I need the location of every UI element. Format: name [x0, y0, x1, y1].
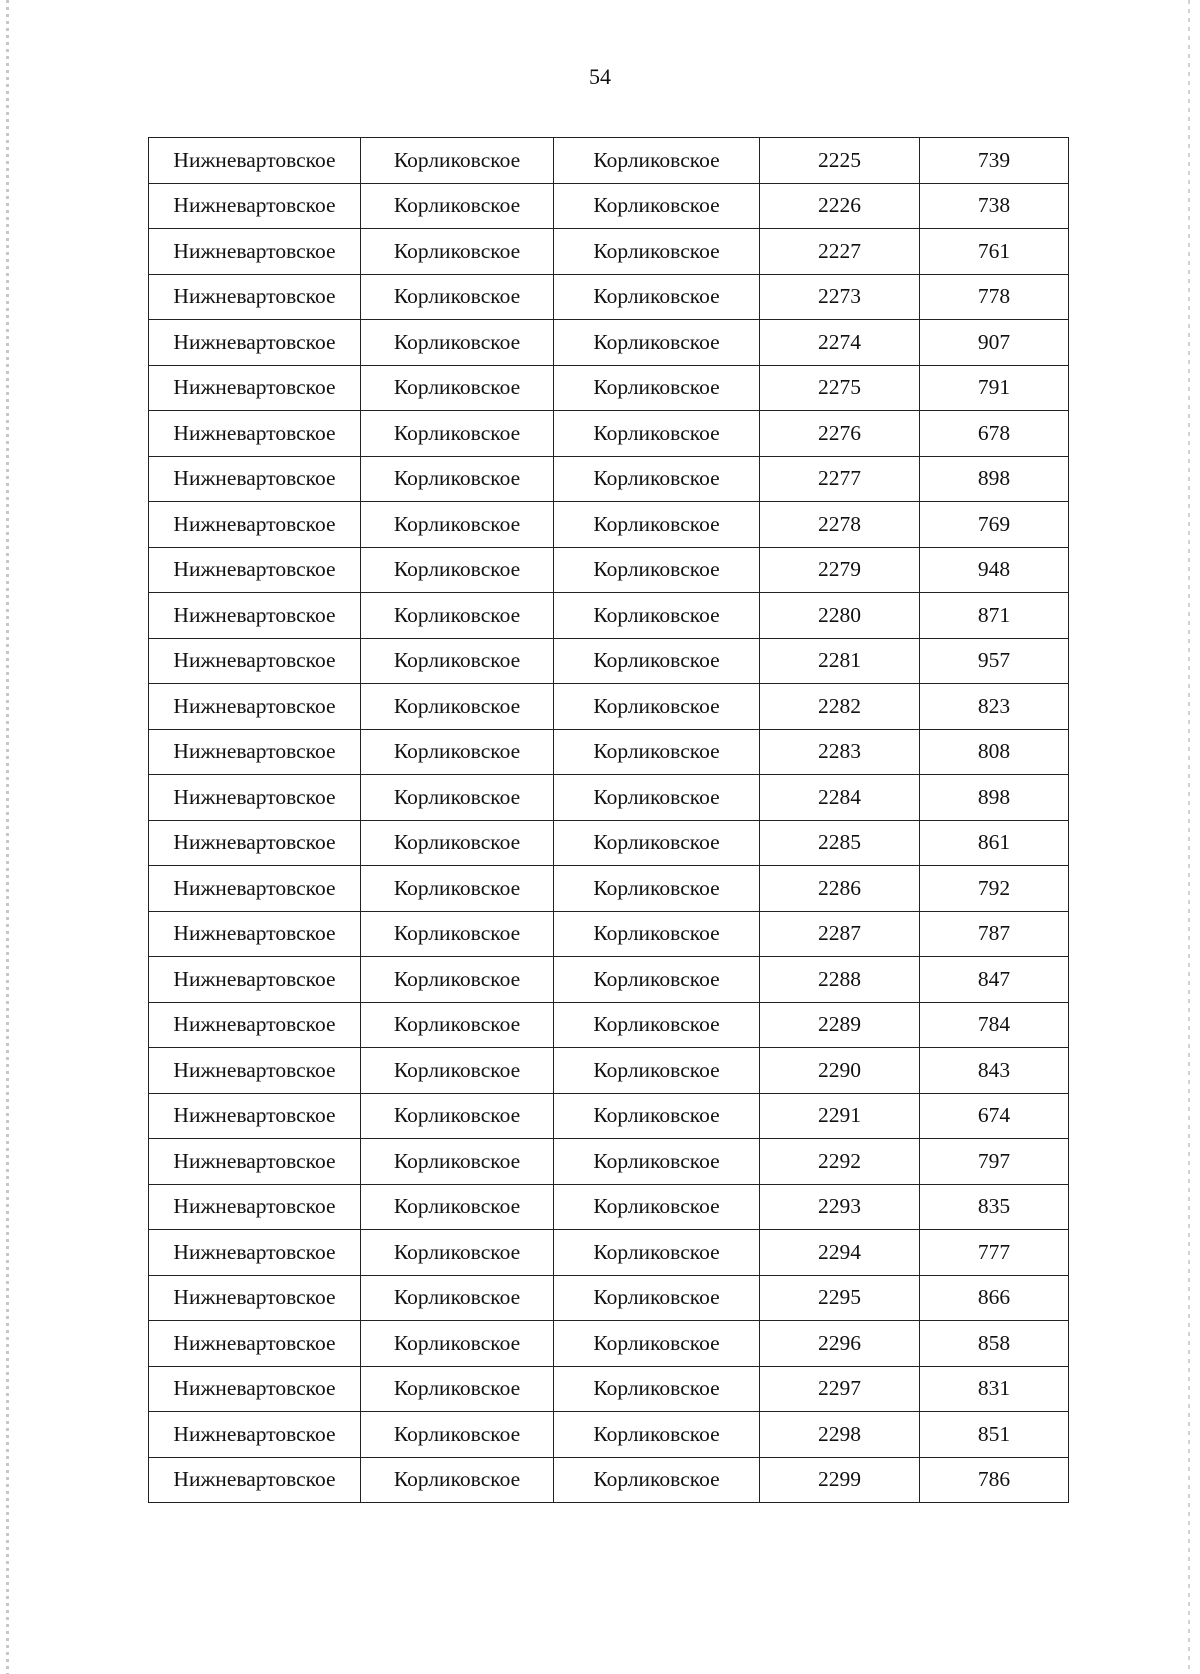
well-number-cell: 2282 — [760, 684, 920, 730]
district-cell: Нижневартовское — [149, 866, 361, 912]
district-cell: Нижневартовское — [149, 547, 361, 593]
well-number-cell: 2279 — [760, 547, 920, 593]
field-cell: Корликовское — [554, 547, 760, 593]
well-number-cell: 2292 — [760, 1139, 920, 1185]
field-cell: Корликовское — [554, 1457, 760, 1503]
deposit-cell: Корликовское — [361, 729, 554, 775]
data-table — [148, 137, 1069, 1503]
deposit-cell: Корликовское — [361, 411, 554, 457]
value-cell: 843 — [920, 1048, 1069, 1094]
well-number-cell: 2294 — [760, 1230, 920, 1276]
well-number-cell: 2283 — [760, 729, 920, 775]
district-cell: Нижневартовское — [149, 183, 361, 229]
table-row — [149, 547, 1069, 593]
table-row — [149, 229, 1069, 275]
table-body — [149, 138, 1069, 1503]
field-cell: Корликовское — [554, 1412, 760, 1458]
well-number-cell: 2293 — [760, 1184, 920, 1230]
field-cell: Корликовское — [554, 365, 760, 411]
deposit-cell: Корликовское — [361, 911, 554, 957]
district-cell: Нижневартовское — [149, 274, 361, 320]
value-cell: 784 — [920, 1002, 1069, 1048]
value-cell: 831 — [920, 1366, 1069, 1412]
value-cell: 957 — [920, 638, 1069, 684]
district-cell: Нижневартовское — [149, 1184, 361, 1230]
deposit-cell: Корликовское — [361, 547, 554, 593]
field-cell: Корликовское — [554, 820, 760, 866]
well-number-cell: 2287 — [760, 911, 920, 957]
value-cell: 948 — [920, 547, 1069, 593]
table-row — [149, 1184, 1069, 1230]
deposit-cell: Корликовское — [361, 638, 554, 684]
well-number-cell: 2298 — [760, 1412, 920, 1458]
value-cell: 835 — [920, 1184, 1069, 1230]
field-cell: Корликовское — [554, 320, 760, 366]
table-row — [149, 1230, 1069, 1276]
value-cell: 907 — [920, 320, 1069, 366]
value-cell: 823 — [920, 684, 1069, 730]
deposit-cell: Корликовское — [361, 138, 554, 184]
page-number: 54 — [589, 64, 611, 89]
well-number-cell: 2289 — [760, 1002, 920, 1048]
well-number-cell: 2291 — [760, 1093, 920, 1139]
value-cell: 786 — [920, 1457, 1069, 1503]
field-cell: Корликовское — [554, 911, 760, 957]
deposit-cell: Корликовское — [361, 593, 554, 639]
table-row — [149, 365, 1069, 411]
table-row — [149, 274, 1069, 320]
table-row — [149, 684, 1069, 730]
field-cell: Корликовское — [554, 229, 760, 275]
district-cell: Нижневартовское — [149, 820, 361, 866]
value-cell: 739 — [920, 138, 1069, 184]
well-number-cell: 2277 — [760, 456, 920, 502]
district-cell: Нижневартовское — [149, 1412, 361, 1458]
value-cell: 858 — [920, 1321, 1069, 1367]
district-cell: Нижневартовское — [149, 229, 361, 275]
value-cell: 847 — [920, 957, 1069, 1003]
field-cell: Корликовское — [554, 775, 760, 821]
field-cell: Корликовское — [554, 1230, 760, 1276]
well-number-cell: 2225 — [760, 138, 920, 184]
value-cell: 866 — [920, 1275, 1069, 1321]
table-row — [149, 957, 1069, 1003]
deposit-cell: Корликовское — [361, 1184, 554, 1230]
value-cell: 851 — [920, 1412, 1069, 1458]
deposit-cell: Корликовское — [361, 866, 554, 912]
well-number-cell: 2276 — [760, 411, 920, 457]
district-cell: Нижневартовское — [149, 138, 361, 184]
district-cell: Нижневартовское — [149, 502, 361, 548]
district-cell: Нижневартовское — [149, 957, 361, 1003]
district-cell: Нижневартовское — [149, 1230, 361, 1276]
well-number-cell: 2295 — [760, 1275, 920, 1321]
field-cell: Корликовское — [554, 1321, 760, 1367]
table-row — [149, 411, 1069, 457]
well-number-cell: 2275 — [760, 365, 920, 411]
well-number-cell: 2299 — [760, 1457, 920, 1503]
field-cell: Корликовское — [554, 411, 760, 457]
table-row — [149, 456, 1069, 502]
deposit-cell: Корликовское — [361, 1366, 554, 1412]
table-row — [149, 1139, 1069, 1185]
well-number-cell: 2280 — [760, 593, 920, 639]
table-row — [149, 1002, 1069, 1048]
field-cell: Корликовское — [554, 456, 760, 502]
district-cell: Нижневартовское — [149, 1366, 361, 1412]
value-cell: 674 — [920, 1093, 1069, 1139]
deposit-cell: Корликовское — [361, 183, 554, 229]
field-cell: Корликовское — [554, 502, 760, 548]
deposit-cell: Корликовское — [361, 502, 554, 548]
field-cell: Корликовское — [554, 1366, 760, 1412]
value-cell: 761 — [920, 229, 1069, 275]
district-cell: Нижневартовское — [149, 1139, 361, 1185]
deposit-cell: Корликовское — [361, 684, 554, 730]
well-number-cell: 2281 — [760, 638, 920, 684]
table-row — [149, 320, 1069, 366]
table-row — [149, 1048, 1069, 1094]
district-cell: Нижневартовское — [149, 729, 361, 775]
deposit-cell: Корликовское — [361, 1139, 554, 1185]
district-cell: Нижневартовское — [149, 1457, 361, 1503]
well-number-cell: 2278 — [760, 502, 920, 548]
table-row — [149, 820, 1069, 866]
deposit-cell: Корликовское — [361, 1230, 554, 1276]
district-cell: Нижневартовское — [149, 1275, 361, 1321]
district-cell: Нижневартовское — [149, 1321, 361, 1367]
deposit-cell: Корликовское — [361, 1412, 554, 1458]
field-cell: Корликовское — [554, 1048, 760, 1094]
table-row — [149, 183, 1069, 229]
well-number-cell: 2296 — [760, 1321, 920, 1367]
district-cell: Нижневартовское — [149, 320, 361, 366]
table-row — [149, 1093, 1069, 1139]
table-row — [149, 1412, 1069, 1458]
district-cell: Нижневартовское — [149, 1093, 361, 1139]
table-row — [149, 1457, 1069, 1503]
value-cell: 777 — [920, 1230, 1069, 1276]
district-cell: Нижневартовское — [149, 684, 361, 730]
table-row — [149, 593, 1069, 639]
deposit-cell: Корликовское — [361, 274, 554, 320]
value-cell: 898 — [920, 775, 1069, 821]
field-cell: Корликовское — [554, 593, 760, 639]
value-cell: 769 — [920, 502, 1069, 548]
field-cell: Корликовское — [554, 183, 760, 229]
district-cell: Нижневартовское — [149, 1048, 361, 1094]
well-number-cell: 2285 — [760, 820, 920, 866]
field-cell: Корликовское — [554, 866, 760, 912]
well-number-cell: 2284 — [760, 775, 920, 821]
table-row — [149, 1275, 1069, 1321]
value-cell: 791 — [920, 365, 1069, 411]
field-cell: Корликовское — [554, 1275, 760, 1321]
field-cell: Корликовское — [554, 1139, 760, 1185]
value-cell: 778 — [920, 274, 1069, 320]
well-number-cell: 2227 — [760, 229, 920, 275]
value-cell: 808 — [920, 729, 1069, 775]
district-cell: Нижневартовское — [149, 1002, 361, 1048]
field-cell: Корликовское — [554, 1002, 760, 1048]
deposit-cell: Корликовское — [361, 229, 554, 275]
well-number-cell: 2286 — [760, 866, 920, 912]
well-number-cell: 2297 — [760, 1366, 920, 1412]
deposit-cell: Корликовское — [361, 1275, 554, 1321]
deposit-cell: Корликовское — [361, 456, 554, 502]
field-cell: Корликовское — [554, 684, 760, 730]
value-cell: 787 — [920, 911, 1069, 957]
value-cell: 871 — [920, 593, 1069, 639]
deposit-cell: Корликовское — [361, 1457, 554, 1503]
deposit-cell: Корликовское — [361, 1093, 554, 1139]
table-row — [149, 1321, 1069, 1367]
well-number-cell: 2274 — [760, 320, 920, 366]
field-cell: Корликовское — [554, 729, 760, 775]
field-cell: Корликовское — [554, 638, 760, 684]
deposit-cell: Корликовское — [361, 320, 554, 366]
district-cell: Нижневартовское — [149, 775, 361, 821]
field-cell: Корликовское — [554, 138, 760, 184]
field-cell: Корликовское — [554, 1184, 760, 1230]
deposit-cell: Корликовское — [361, 1002, 554, 1048]
scan-edge-right — [1188, 0, 1190, 1674]
field-cell: Корликовское — [554, 957, 760, 1003]
value-cell: 738 — [920, 183, 1069, 229]
value-cell: 861 — [920, 820, 1069, 866]
district-cell: Нижневартовское — [149, 411, 361, 457]
table-row — [149, 502, 1069, 548]
district-cell: Нижневартовское — [149, 365, 361, 411]
well-number-cell: 2226 — [760, 183, 920, 229]
table-row — [149, 1366, 1069, 1412]
table-row — [149, 911, 1069, 957]
value-cell: 797 — [920, 1139, 1069, 1185]
deposit-cell: Корликовское — [361, 957, 554, 1003]
district-cell: Нижневартовское — [149, 593, 361, 639]
deposit-cell: Корликовское — [361, 1048, 554, 1094]
field-cell: Корликовское — [554, 1093, 760, 1139]
district-cell: Нижневартовское — [149, 638, 361, 684]
table-row — [149, 638, 1069, 684]
table-row — [149, 866, 1069, 912]
table-row — [149, 138, 1069, 184]
field-cell: Корликовское — [554, 274, 760, 320]
district-cell: Нижневартовское — [149, 456, 361, 502]
value-cell: 678 — [920, 411, 1069, 457]
scan-edge-left — [6, 0, 9, 1674]
deposit-cell: Корликовское — [361, 365, 554, 411]
well-number-cell: 2273 — [760, 274, 920, 320]
deposit-cell: Корликовское — [361, 1321, 554, 1367]
table-row — [149, 729, 1069, 775]
value-cell: 792 — [920, 866, 1069, 912]
district-cell: Нижневартовское — [149, 911, 361, 957]
value-cell: 898 — [920, 456, 1069, 502]
table-row — [149, 775, 1069, 821]
deposit-cell: Корликовское — [361, 820, 554, 866]
well-number-cell: 2290 — [760, 1048, 920, 1094]
well-number-cell: 2288 — [760, 957, 920, 1003]
deposit-cell: Корликовское — [361, 775, 554, 821]
